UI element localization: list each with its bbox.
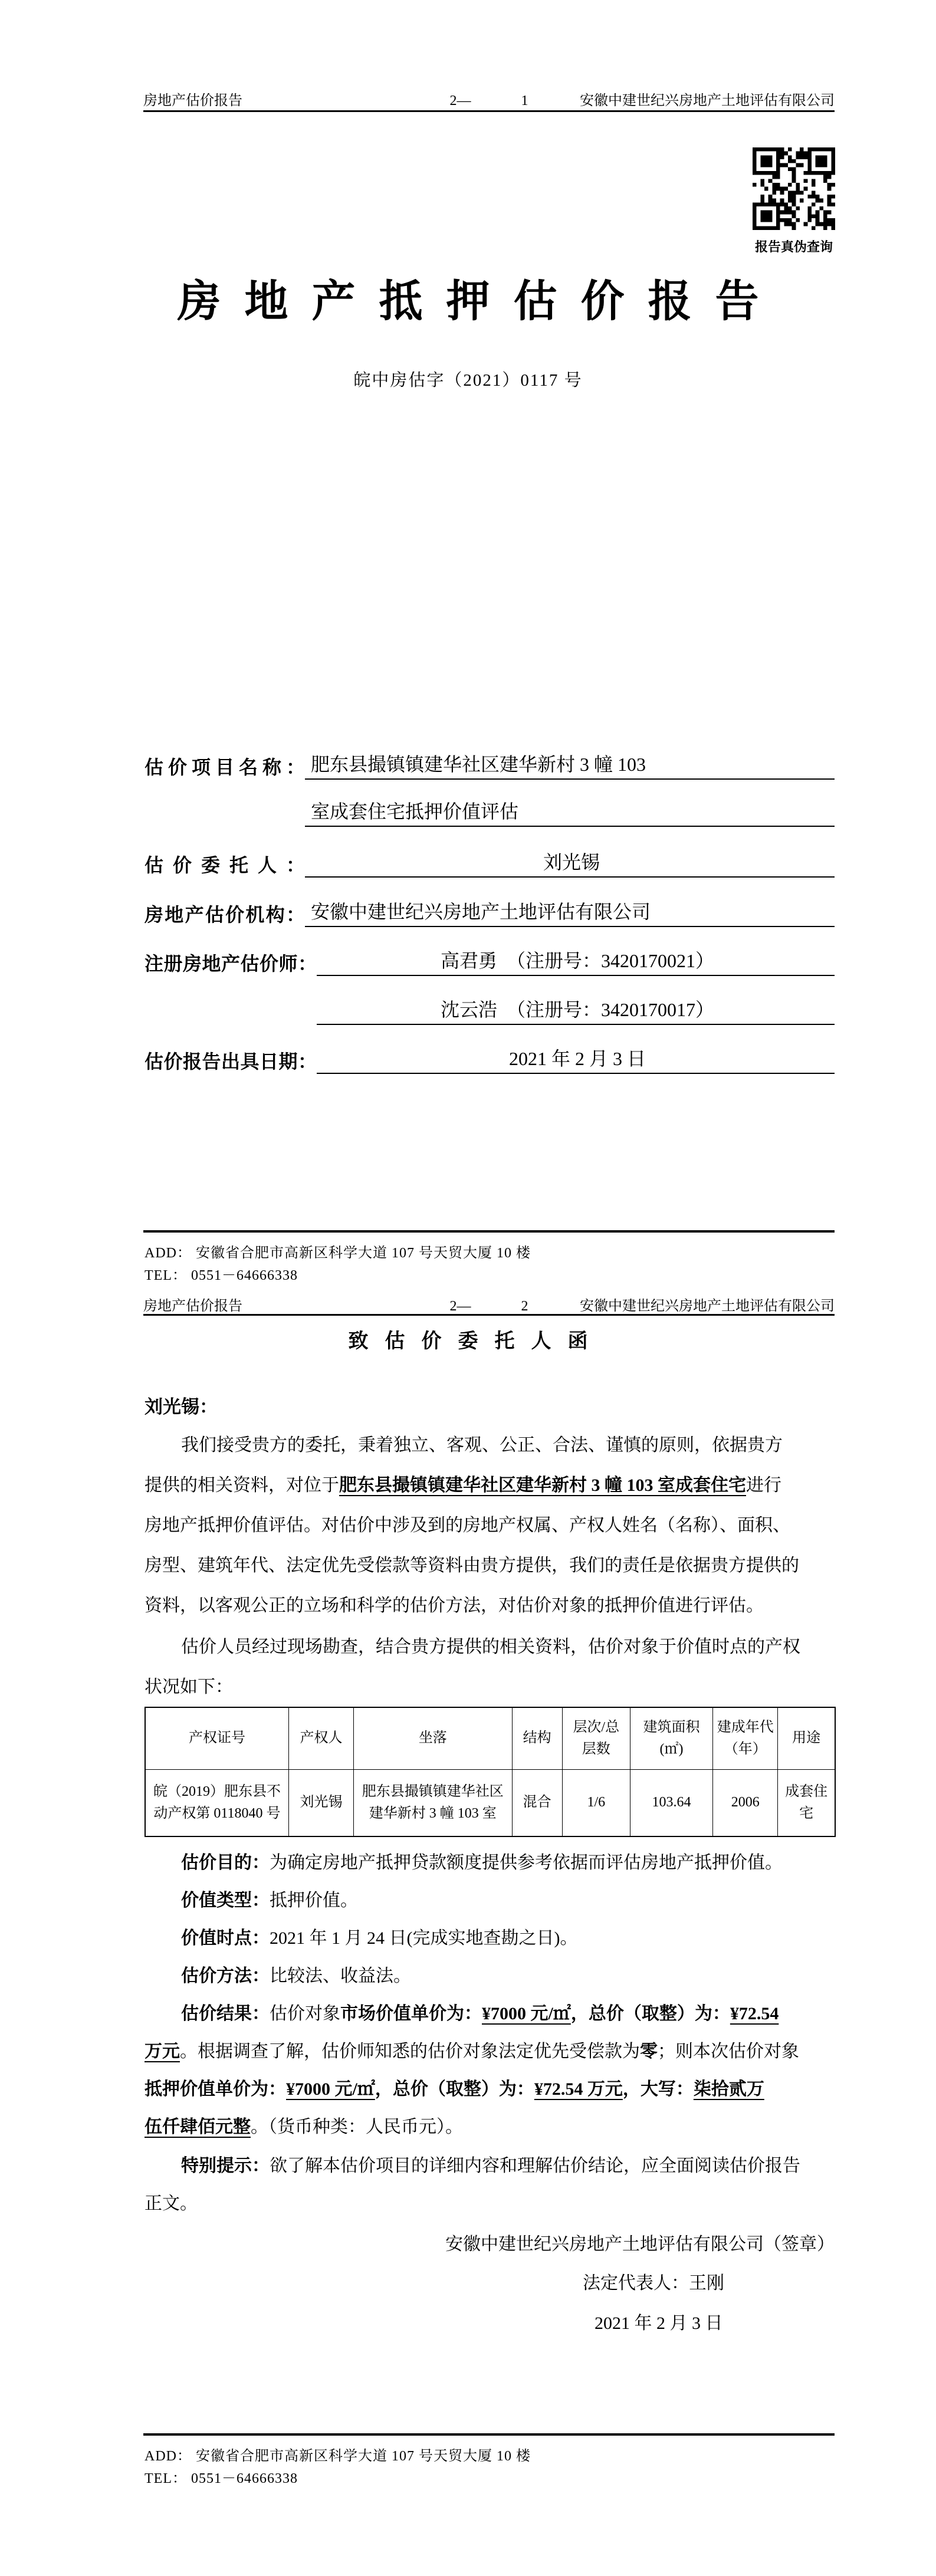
col-header: 层次/总层数 <box>562 1707 630 1770</box>
footer-rule <box>143 2433 835 2436</box>
header-company-name: 安徽中建世纪兴房地产土地评估有限公司 <box>580 1299 835 1314</box>
field-agency <box>144 900 835 927</box>
cell-cert-no: 皖（2019）肥东县不动产权第 0118040 号 <box>145 1770 288 1837</box>
header-page-number: 1 <box>521 93 528 109</box>
field-value: 沈云浩 （注册号：3420170017） <box>317 995 835 1025</box>
cell-owner: 刘光锡 <box>288 1770 353 1837</box>
cell-area: 103.64 <box>630 1770 712 1837</box>
cell-location: 肥东县撮镇镇建华社区建华新村 3 幢 103 室 <box>354 1770 512 1837</box>
letter-line: 价值类型：抵押价值。 <box>181 1891 358 1910</box>
footer-telephone: TEL： 0551－64666338 <box>144 1268 298 1283</box>
field-value: 肥东县撮镇镇建华社区建华新村 3 幢 103 <box>305 750 835 780</box>
letter-line: 资料，以客观公正的立场和科学的估价方法，对估价对象的抵押价值进行评估。 <box>144 1596 764 1615</box>
header-page-number: 2 <box>521 1299 528 1314</box>
letter-line: 特别提示：欲了解本估价项目的详细内容和理解估价结论，应全面阅读估价报告 <box>181 2156 800 2176</box>
letter-line: 状况如下： <box>144 1677 233 1697</box>
field-value: 2021 年 2 月 3 日 <box>317 1044 835 1074</box>
field-label: 注册房地产估价师： <box>144 953 317 974</box>
field-label: 估价项目名称： <box>144 757 305 778</box>
header-doc-type: 房地产估价报告 <box>143 93 242 109</box>
cell-structure: 混合 <box>512 1770 562 1837</box>
col-header: 产权人 <box>288 1707 353 1770</box>
field-value: 安徽中建世纪兴房地产土地评估有限公司 <box>305 897 835 927</box>
header-page-indicator <box>450 93 528 109</box>
letter-line: 估价人员经过现场勘查，结合贵方提供的相关资料，估价对象于价值时点的产权 <box>181 1637 800 1657</box>
field-label: 估价报告出具日期： <box>144 1051 317 1072</box>
letter-line: 房地产抵押价值评估。对估价中涉及到的房地产权属、产权人姓名（名称）、面积、 <box>144 1516 790 1535</box>
field-issue-date <box>144 1047 835 1074</box>
col-header: 建成年代（年） <box>713 1707 778 1770</box>
qr-code <box>753 147 835 230</box>
letter-line: 万元。根据调查了解，估价师知悉的估价对象法定优先受偿款为零；则本次估价对象 <box>144 2042 799 2061</box>
col-header: 建筑面积(㎡) <box>630 1707 712 1770</box>
letter-line: 伍仟肆佰元整。（货币种类：人民币元）。 <box>144 2117 463 2137</box>
page2-running-header <box>143 1294 835 1315</box>
letter-line: 估价结果：估价对象市场价值单价为：¥7000 元/㎡，总价（取整）为：¥72.54 <box>181 2004 779 2023</box>
header-page-prefix: 2— <box>449 93 471 109</box>
letter-title: 致估价委托人函 <box>348 1330 605 1352</box>
header-rule <box>143 1314 835 1316</box>
signature-legal-rep: 法定代表人：王刚 <box>583 2273 724 2293</box>
col-header: 产权证号 <box>145 1707 288 1770</box>
qr-code-svg <box>753 147 835 230</box>
property-rights-table <box>144 1707 836 1837</box>
footer-address: ADD： 安徽省合肥市高新区科学大道 107 号天贸大厦 10 楼 <box>144 1246 531 1261</box>
header-company-name: 安徽中建世纪兴房地产土地评估有限公司 <box>580 93 835 109</box>
field-label: 房地产估价机构： <box>144 904 305 925</box>
header-page-indicator <box>450 1299 528 1315</box>
qr-caption: 报告真伪查询 <box>754 239 833 254</box>
signature-date: 2021 年 2 月 3 日 <box>595 2314 723 2333</box>
col-header: 用途 <box>778 1707 835 1770</box>
signature-company: 安徽中建世纪兴房地产土地评估有限公司（签章） <box>445 2235 835 2254</box>
field-project-name-line2 <box>144 800 835 827</box>
col-header: 坐落 <box>354 1707 512 1770</box>
cell-year: 2006 <box>713 1770 778 1837</box>
field-client <box>144 850 835 878</box>
footer-address: ADD： 安徽省合肥市高新区科学大道 107 号天贸大厦 10 楼 <box>144 2449 531 2464</box>
field-label: 估价委托人： <box>144 855 305 876</box>
field-value: 高君勇 （注册号：3420170021） <box>317 946 835 976</box>
report-title: 房地产抵押估价报告 <box>177 278 783 326</box>
table-row <box>145 1770 835 1837</box>
letter-line: 我们接受贵方的委托，秉着独立、客观、公正、合法、谨慎的原则，依据贵方 <box>181 1435 783 1455</box>
footer-rule <box>143 1230 835 1233</box>
field-project-name <box>144 753 835 780</box>
field-appraiser-2 <box>144 998 835 1025</box>
field-appraiser-1 <box>144 949 835 976</box>
field-value: 室成套住宅抵押价值评估 <box>305 797 835 827</box>
report-number: 皖中房估字（2021）0117 号 <box>353 371 583 390</box>
letter-line: 抵押价值单价为：¥7000 元/㎡，总价（取整）为：¥72.54 万元，大写：柒拾贰万 <box>144 2079 764 2099</box>
letter-line: 估价方法：比较法、收益法。 <box>181 1966 411 1986</box>
letter-line: 提供的相关资料，对位于肥东县撮镇镇建华社区建华新村 3 幢 103 室成套住宅进行 <box>144 1476 781 1495</box>
header-page-prefix: 2— <box>449 1299 471 1314</box>
field-value: 刘光锡 <box>305 847 835 878</box>
letter-greeting: 刘光锡： <box>144 1397 218 1417</box>
table-header-row <box>145 1707 835 1770</box>
letter-line: 正文。 <box>144 2194 198 2213</box>
header-rule <box>143 110 835 112</box>
page1-running-header <box>143 88 835 109</box>
cell-use: 成套住宅 <box>778 1770 835 1837</box>
header-doc-type: 房地产估价报告 <box>143 1299 242 1314</box>
footer-telephone: TEL： 0551－64666338 <box>144 2471 298 2486</box>
letter-line: 房型、建筑年代、法定优先受偿款等资料由贵方提供，我们的责任是依据贵方提供的 <box>144 1556 799 1575</box>
col-header: 结构 <box>512 1707 562 1770</box>
letter-line: 价值时点：2021 年 1 月 24 日(完成实地查勘之日)。 <box>181 1928 578 1948</box>
cell-floor: 1/6 <box>562 1770 630 1837</box>
letter-line: 估价目的：为确定房地产抵押贷款额度提供参考依据而评估房地产抵押价值。 <box>181 1853 783 1872</box>
